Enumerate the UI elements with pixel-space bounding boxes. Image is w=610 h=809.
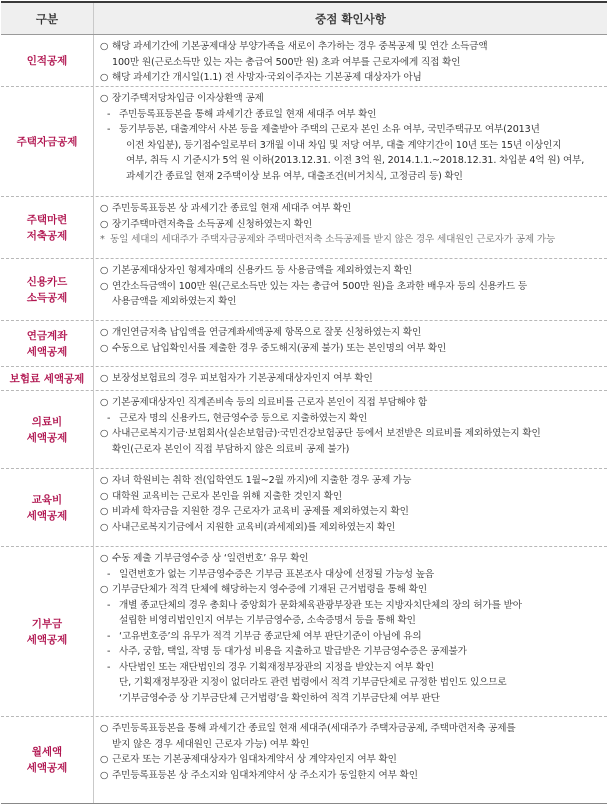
checkpoint-line [100, 598, 603, 614]
table-row [1, 469, 607, 547]
checkpoint-text: 장기주택저당차입금 이자상환액 공제 [112, 93, 264, 104]
checkpoint-line [100, 613, 603, 629]
checkpoint-text: 사내근로복지기금·보험회사(실손보험금)·국민건강보험공단 등에서 보전받은 의료비를 제외하였는지 확인 [112, 428, 541, 439]
row-checkpoints [94, 197, 607, 258]
checkpoint-line [100, 91, 603, 107]
checkpoint-text: 기본공제대상자인 직계존비속 등의 의료비를 근로자 본인이 직접 부담해야 함 [112, 397, 427, 408]
bullet-marker: - [107, 646, 111, 657]
bullet-marker: ○ [100, 373, 109, 384]
row-checkpoints [94, 469, 607, 546]
checkpoint-line [100, 122, 603, 138]
checkpoint-text: 받지 않은 경우 세대원인 근로자 가능) 여부 확인 [112, 738, 310, 750]
row-category: 의료비 세액공제 [1, 391, 94, 468]
checkpoint-text: 단, 기획재정부장관 지정이 없더라도 관련 법령에서 적격 기부금단체로 규정한 법인도 있으므로 [119, 677, 507, 688]
checkpoint-text: 장기주택마련저축을 소득공제 신청하였는지 확인 [112, 218, 313, 230]
checkpoint-text: 확인(근로자 본인이 직접 부담하지 않은 의료비 공제 불가) [112, 443, 350, 455]
bullet-marker: * [100, 234, 105, 245]
bullet-marker: ○ [100, 553, 109, 564]
table-row [1, 547, 607, 717]
bullet-marker: ○ [100, 490, 109, 502]
checkpoint-text: 설립한 비영리법인인지 여부는 기부금영수증, 소속증명서 등을 통해 확인 [119, 615, 416, 626]
checkpoint-line [100, 691, 603, 707]
bullet-marker: ○ [100, 203, 109, 214]
checkpoint-line [100, 752, 603, 768]
row-category: 월세액 세액공제 [1, 717, 94, 803]
row-checkpoints [94, 87, 607, 196]
bullet-marker: ○ [100, 327, 109, 338]
bullet-marker: ○ [100, 769, 109, 781]
table-row [1, 367, 607, 391]
bullet-marker: - [107, 412, 111, 424]
checkpoint-line [100, 107, 603, 123]
checkpoint-line [100, 489, 603, 505]
bullet-marker: - [107, 568, 111, 580]
bullet-marker: - [107, 630, 111, 642]
bullet-marker: ○ [100, 428, 109, 439]
bullet-marker: ○ [100, 265, 109, 276]
bullet-marker: ○ [100, 218, 109, 230]
checkpoint-line [100, 426, 603, 442]
checkpoint-text: 보장성보험료의 경우 피보험자가 기본공제대상자인지 여부 확인 [112, 373, 373, 384]
bullet-marker: ○ [100, 506, 109, 517]
checkpoint-line [100, 473, 603, 489]
checkpoint-text: 사용금액을 제외하였는지 확인 [112, 296, 237, 307]
table-row [1, 717, 607, 804]
checkpoint-text: 사단법인 또는 재단법인의 경우 기획재정부장관의 지정을 받았는지 여부 확인 [119, 661, 434, 673]
row-checkpoints [94, 259, 607, 320]
bullet-marker: - [107, 599, 111, 611]
checkpoint-line [100, 660, 603, 676]
checkpoint-line [100, 675, 603, 691]
checklist-table [1, 1, 607, 804]
checkpoint-line [100, 504, 603, 520]
checkpoint-line [100, 138, 603, 154]
header-category: 구분 [1, 3, 94, 34]
checkpoint-text: 해당 과세기간에 기본공제대상 부양가족을 새로이 추가하는 경우 중복공제 및 연간 소득금액 [112, 41, 488, 52]
row-category: 연금계좌 세액공제 [1, 321, 94, 366]
checkpoint-line [100, 294, 603, 310]
checkpoint-text: 등기부등본, 대출계약서 사본 등을 제출받아 주택의 근로자 본인 소유 여부, 국민주택규모 여부(2013년 [119, 124, 540, 135]
header-checkpoints: 중점 확인사항 [315, 11, 386, 26]
checkpoint-line [100, 70, 603, 86]
row-checkpoints [94, 321, 607, 366]
checkpoint-line [100, 551, 603, 567]
bullet-marker: ○ [100, 754, 109, 765]
row-checkpoints [94, 547, 607, 716]
bullet-marker: ○ [100, 521, 109, 533]
checkpoint-text: ‘기부금영수증 상 기부금단체 근거법령’을 확인하여 적격 기부금단체 여부 판단 [119, 692, 440, 704]
checkpoint-line [100, 411, 603, 427]
checkpoint-line [100, 721, 603, 737]
checkpoint-text: 주민등록표등본 상 주소지와 임대차계약서 상 주소지가 동일한지 여부 확인 [112, 769, 418, 781]
table-row [1, 197, 607, 259]
table-row [1, 321, 607, 367]
table-row [1, 259, 607, 321]
bullet-marker: ○ [100, 723, 109, 734]
row-checkpoints [94, 717, 607, 803]
row-category: 기부금 세액공제 [1, 547, 94, 716]
checkpoint-text: 근로자 또는 기본공제대상자가 임대차계약서 상 계약자인지 여부 확인 [112, 754, 397, 765]
checkpoint-line [100, 232, 603, 248]
checkpoint-text: 기본공제대상자인 형제자매의 신용카드 등 사용금액을 제외하였는지 확인 [112, 265, 413, 276]
checkpoint-text: 수동 제출 기부금영수증 상 ‘일련번호’ 유무 확인 [112, 553, 309, 564]
checkpoint-line [100, 263, 603, 279]
checkpoint-text: 주민등록표등본 상 과세기간 종료일 현재 세대주 여부 확인 [112, 203, 352, 214]
bullet-marker: - [107, 108, 111, 120]
checkpoint-text: 동일 세대의 세대주가 주택자금공제와 주택마련저축 소득공제를 받지 않은 경우 세대원인 근로자가 공제 가능 [110, 234, 556, 245]
checkpoint-line [100, 201, 603, 217]
row-category: 신용카드 소득공제 [1, 259, 94, 320]
checkpoint-text: 이전 차입분), 등기접수일로부터 3개월 이내 차입 및 저당 여부, 대출 계약기간이 10년 또는 15년 이상인지 [126, 139, 562, 151]
bullet-marker: ○ [100, 584, 109, 595]
checkpoint-line [100, 55, 603, 71]
checkpoint-line [100, 520, 603, 536]
checkpoint-text: 수동으로 납입확인서를 제출한 경우 중도해지(공제 불가) 또는 본인명의 여부 확인 [112, 342, 447, 354]
checkpoint-text: 연간소득금액이 100만 원(근로소득만 있는 자는 총급여 500만 원)을 초과한 배우자 등의 신용카드 등 [112, 280, 528, 292]
checkpoint-line [100, 341, 603, 357]
checkpoint-text: 여부, 취득 시 기준시가 5억 원 이하(2013.12.31. 이전 3억 원, 2014.1.1.~2018.12.31. 차입분 4억 원) 여부, [126, 155, 585, 166]
checkpoint-line [100, 768, 603, 784]
bullet-marker: - [107, 661, 111, 673]
bullet-marker: ○ [100, 475, 109, 486]
checkpoint-text: 과세기간 종료일 현재 2주택이상 보유 여부, 대출조건(비거치식, 고정금리 등) 확인 [126, 170, 463, 182]
checkpoint-text: 사주, 궁합, 택일, 작명 등 대가성 비용을 지출하고 발급받은 기부금영수증은 공제불가 [119, 646, 467, 657]
bullet-marker: ○ [100, 41, 109, 52]
checkpoint-line [100, 567, 603, 583]
checkpoint-line [100, 169, 603, 185]
checkpoint-line [100, 279, 603, 295]
row-checkpoints [94, 391, 607, 468]
table-row [1, 35, 607, 87]
checkpoint-line [100, 442, 603, 458]
checkpoint-text: 기부금단체가 적격 단체에 해당하는지 영수증에 기재된 근거법령을 통해 확인 [112, 584, 427, 595]
checkpoint-line [100, 737, 603, 753]
table-row [1, 87, 607, 197]
checkpoint-line [100, 395, 603, 411]
checkpoint-text: 근로자 명의 신용카드, 현금영수증 등으로 지출하였는지 확인 [119, 412, 368, 424]
checkpoint-text: 사내근로복지기금에서 지원한 교육비(과세제외)를 제외하였는지 확인 [112, 521, 396, 533]
checkpoint-line [100, 39, 603, 55]
checkpoint-text: 비과세 학자금을 지원한 경우 근로자가 교육비 공제를 제외하였는지 확인 [112, 506, 409, 517]
checkpoint-text: 대학원 교육비는 근로자 본인을 위해 지출한 것인지 확인 [112, 490, 343, 502]
checkpoint-text: 일련번호가 없는 기부금영수증은 기부금 표본조사 대상에 선정될 가능성 높음 [119, 568, 434, 580]
checkpoint-text: 개별 종교단체의 경우 총회나 중앙회가 문화체육관광부장관 또는 지방자치단체의 장의 허가를 받아 [119, 599, 522, 611]
checkpoint-text: 자녀 학원비는 취학 전(입학연도 1월~2월 까지)에 지출한 경우 공제 가능 [112, 475, 412, 486]
checkpoint-text: 해당 과세기간 개시일(1.1) 전 사망자·국외이주자는 기본공제 대상자가 아님 [112, 72, 422, 83]
checkpoint-line [100, 582, 603, 598]
checkpoint-text: 주민등록표등본을 통해 과세기간 종료일 현재 세대주(세대주가 주택자금공제, 주택마련저축 공제를 [112, 723, 516, 734]
bullet-marker: ○ [100, 280, 109, 292]
checkpoint-text: 100만 원(근로소득만 있는 자는 총급여 500만 원) 초과 여부를 근로자에게 직접 확인 [112, 56, 461, 68]
checkpoint-text: ‘고유번호증’의 유무가 적격 기부금 종교단체 여부 판단기준이 아님에 유의 [119, 630, 422, 642]
checkpoint-line [100, 217, 603, 233]
row-checkpoints [94, 367, 607, 390]
row-category: 주택자금공제 [1, 87, 94, 196]
bullet-marker: ○ [100, 93, 109, 104]
table-header [1, 3, 607, 35]
table-body [1, 35, 607, 804]
checkpoint-text: 개인연금저축 납입액을 연금계좌세액공제 항목으로 잘못 신청하였는지 확인 [112, 327, 422, 338]
row-category: 인적공제 [1, 35, 94, 86]
row-category: 교육비 세액공제 [1, 469, 94, 546]
bullet-marker: ○ [100, 342, 109, 354]
bullet-marker: ○ [100, 397, 109, 408]
checkpoint-line [100, 644, 603, 660]
bullet-marker: - [107, 124, 111, 135]
checkpoint-text: 주민등록표등본을 통해 과세기간 종료일 현재 세대주 여부 확인 [119, 108, 377, 120]
bullet-marker: ○ [100, 72, 109, 83]
checkpoint-line [100, 629, 603, 645]
row-category: 보험료 세액공제 [1, 367, 94, 390]
table-row [1, 391, 607, 469]
checkpoint-line [100, 371, 603, 387]
checkpoint-line [100, 153, 603, 169]
row-category: 주택마련 저축공제 [1, 197, 94, 258]
checkpoint-line [100, 325, 603, 341]
row-checkpoints [94, 35, 607, 86]
